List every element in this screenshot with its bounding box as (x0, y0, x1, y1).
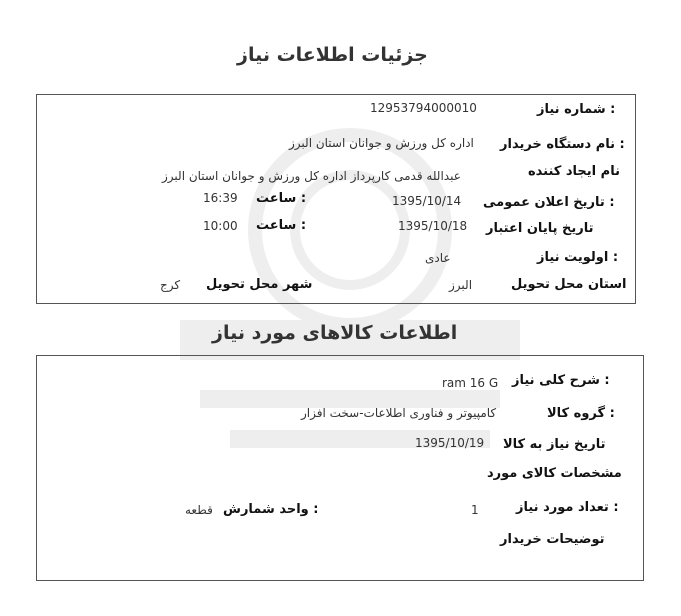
announce-time-label: ساعت : (256, 191, 307, 206)
need-number-value: 12953794000010 (370, 101, 477, 115)
summary-label: شرح کلی نیاز : (512, 373, 610, 388)
expiry-time-label: ساعت : (256, 218, 307, 233)
need-details-title: جزئیات اطلاعات نیاز (237, 44, 428, 66)
creator-label: نام ایجاد کننده (528, 164, 620, 179)
required-goods-title: اطلاعات کالاهای مورد نیاز (212, 322, 458, 344)
goods-specs-label: مشخصات کالای مورد (487, 466, 622, 481)
need-date-value: 1395/10/19 (415, 436, 485, 450)
announce-time-value: 16:39 (203, 191, 238, 205)
goods-group-label: گروه کالا : (547, 406, 615, 421)
priority-label: اولویت نیاز : (537, 250, 619, 265)
city-value: کرج (160, 278, 181, 292)
province-label: استان محل تحویل (511, 277, 627, 292)
unit-value: قطعه (185, 503, 213, 517)
creator-value: عبدالله قدمی کارپرداز اداره کل ورزش و جوانان استان البرز (162, 169, 461, 183)
count-value: 1 (471, 503, 479, 517)
buyer-org-value: اداره کل ورزش و جوانان استان البرز (289, 136, 474, 150)
buyer-notes-label: توضیحات خریدار (500, 532, 605, 547)
buyer-org-label: نام دستگاه خریدار : (500, 137, 625, 152)
announce-date-value: 1395/10/14 (392, 194, 462, 208)
need-number-label: شماره نیاز : (537, 102, 616, 117)
province-value: البرز (449, 278, 473, 292)
unit-label: واحد شمارش : (223, 502, 319, 517)
city-label: شهر محل تحویل (206, 277, 313, 292)
goods-group-value: کامپیوتر و فناوری اطلاعات-سخت افزار (301, 406, 497, 420)
summary-value: ram 16 G (442, 376, 499, 390)
expiry-time-value: 10:00 (203, 219, 238, 233)
need-date-label: تاریخ نیاز به کالا (503, 437, 606, 452)
count-label: تعداد مورد نیاز : (516, 500, 619, 515)
announce-date-label: تاریخ اعلان عمومی : (483, 195, 615, 210)
expiry-date-label: تاریخ پایان اعتبار (486, 221, 594, 236)
expiry-date-value: 1395/10/18 (398, 219, 468, 233)
priority-value: عادی (425, 251, 451, 265)
